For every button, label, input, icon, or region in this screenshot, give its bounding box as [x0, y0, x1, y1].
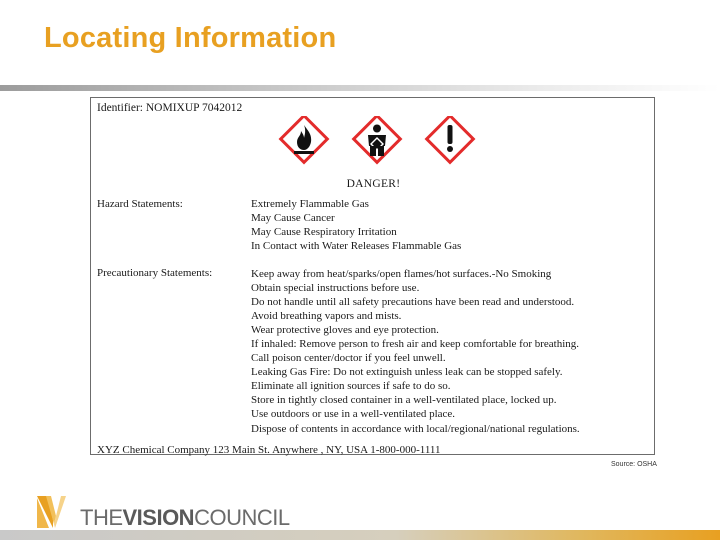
hazard-statements-list [251, 197, 461, 253]
title-divider [0, 85, 720, 91]
precautionary-statements-list [251, 267, 580, 436]
hazard-statement: Extremely Flammable Gas [251, 198, 369, 210]
hazard-statement: In Contact with Water Releases Flammable Gas [251, 240, 462, 253]
precautionary-statement: Call poison center/doctor if you feel unwell. [251, 352, 446, 365]
footer-gradient-bar [0, 530, 720, 540]
product-identifier: Identifier: NOMIXUP 7042012 [97, 102, 243, 114]
ghs-pictograms [277, 116, 477, 174]
sds-label-image [90, 97, 655, 455]
precautionary-statement: Obtain special instructions before use. [251, 282, 420, 295]
wordmark-council: COUNCIL [194, 505, 290, 530]
precautionary-statement: Leaking Gas Fire: Do not extinguish unless leak can be stopped safely. [251, 366, 563, 379]
vision-council-wordmark [80, 505, 290, 531]
precautionary-statement: Store in tightly closed container in a well-ventilated place, locked up. [251, 394, 557, 407]
precautionary-statement: Dispose of contents in accordance with local/regional/national regulations. [251, 422, 580, 435]
precautionary-statement: Eliminate all ignition sources if safe to do so. [251, 380, 451, 393]
precautionary-statement: Avoid breathing vapors and mists. [251, 310, 402, 323]
health-hazard-icon [354, 116, 401, 162]
slide-title: Locating Information [44, 22, 337, 54]
flame-icon [281, 116, 328, 162]
vision-council-logo-icon [35, 494, 69, 530]
hazard-statements-heading: Hazard Statements: [97, 198, 183, 210]
hazard-statement: May Cause Respiratory Irritation [251, 226, 397, 239]
supplier-info: XYZ Chemical Company 123 Main St. Anywhere , NY, USA 1-800-000-1111 [97, 444, 441, 456]
precautionary-statement: Wear protective gloves and eye protection. [251, 324, 439, 337]
wordmark-vision: VISION [122, 505, 195, 530]
source-credit: Source: OSHA [611, 461, 657, 468]
precautionary-statement: Keep away from heat/sparks/open flames/hot surfaces.-No Smoking [251, 268, 552, 280]
exclamation-mark-icon [427, 116, 474, 162]
signal-word: DANGER! [346, 178, 401, 190]
precautionary-statements-heading: Precautionary Statements: [97, 267, 213, 279]
precautionary-statement: Use outdoors or use in a well-ventilated place. [251, 408, 456, 421]
wordmark-the: THE [80, 505, 123, 530]
precautionary-statement: If inhaled: Remove person to fresh air and keep comfortable for breathing. [251, 338, 580, 351]
hazard-statement: May Cause Cancer [251, 212, 335, 225]
precautionary-statement: Do not handle until all safety precautions have been read and understood. [251, 296, 575, 309]
